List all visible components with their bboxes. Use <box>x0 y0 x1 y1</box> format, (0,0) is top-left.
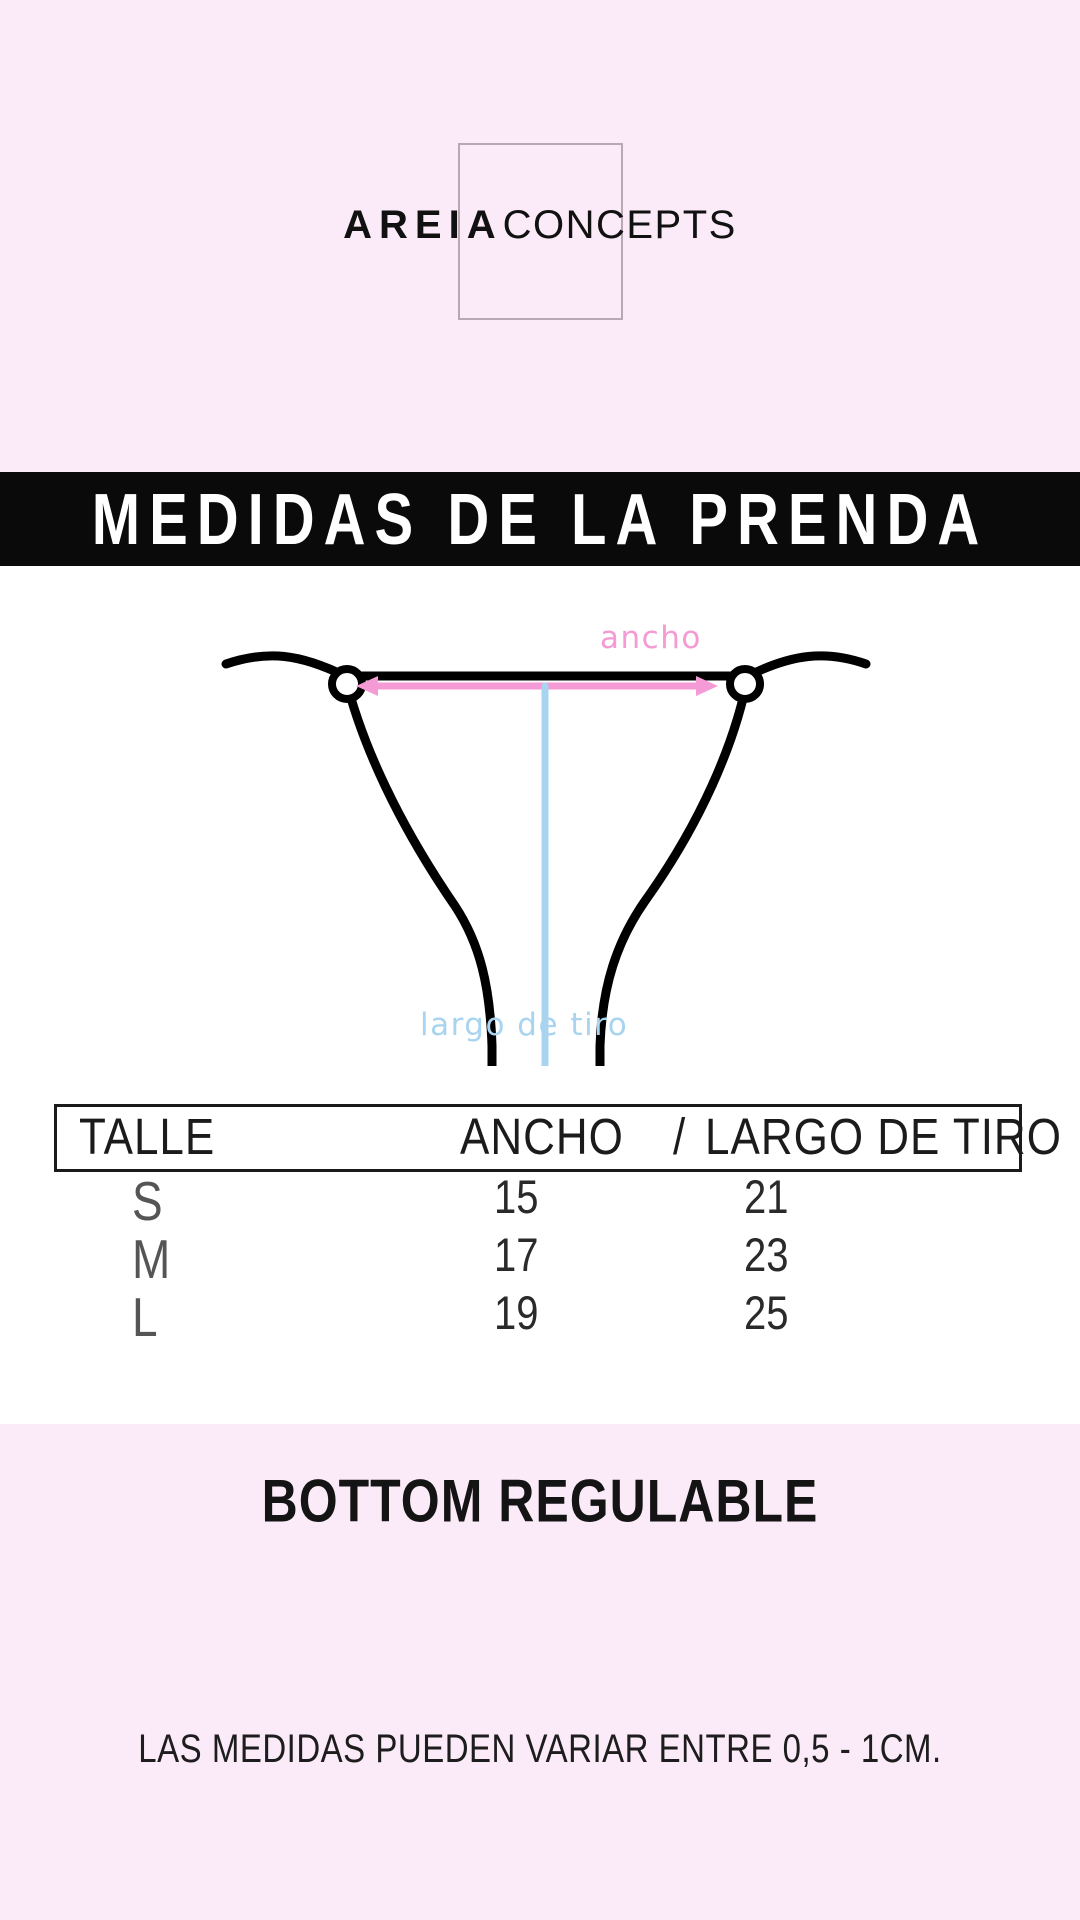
cell-size: M <box>132 1228 171 1290</box>
footer-disclaimer: LAS MEDIDAS PUEDEN VARIAR ENTRE 0,5 - 1CM. <box>138 1726 942 1771</box>
section-title: MEDIDAS DE LA PRENDA <box>91 478 989 560</box>
column-header-separator: / <box>673 1109 687 1166</box>
cell-width: 19 <box>494 1287 539 1340</box>
brand-header <box>0 0 1080 472</box>
column-header-width: ANCHO <box>460 1109 624 1166</box>
cell-rise: 21 <box>744 1171 789 1224</box>
section-title-bar <box>0 472 1080 566</box>
table-row <box>54 1228 1022 1292</box>
brand-name-bold: AREIA <box>343 203 503 247</box>
column-header-size: TALLE <box>79 1109 216 1166</box>
column-header-rise: LARGO DE TIRO <box>705 1109 1062 1166</box>
table-header-row <box>54 1104 1062 1172</box>
brand-logo <box>0 205 1080 245</box>
footer-highlight: BOTTOM REGULABLE <box>261 1467 819 1535</box>
cell-size: S <box>132 1170 163 1232</box>
measurements-table <box>54 1170 1022 1350</box>
table-row <box>54 1286 1022 1350</box>
brand-name-light: CONCEPTS <box>502 203 737 247</box>
width-label: ancho <box>600 620 702 656</box>
table-row <box>54 1170 1022 1234</box>
cell-rise: 25 <box>744 1287 789 1340</box>
garment-diagram <box>0 566 1080 1066</box>
cell-size: L <box>132 1286 158 1348</box>
rise-label: largo de tiro <box>420 1007 629 1043</box>
cell-width: 15 <box>494 1171 539 1224</box>
cell-width: 17 <box>494 1229 539 1282</box>
cell-rise: 23 <box>744 1229 789 1282</box>
